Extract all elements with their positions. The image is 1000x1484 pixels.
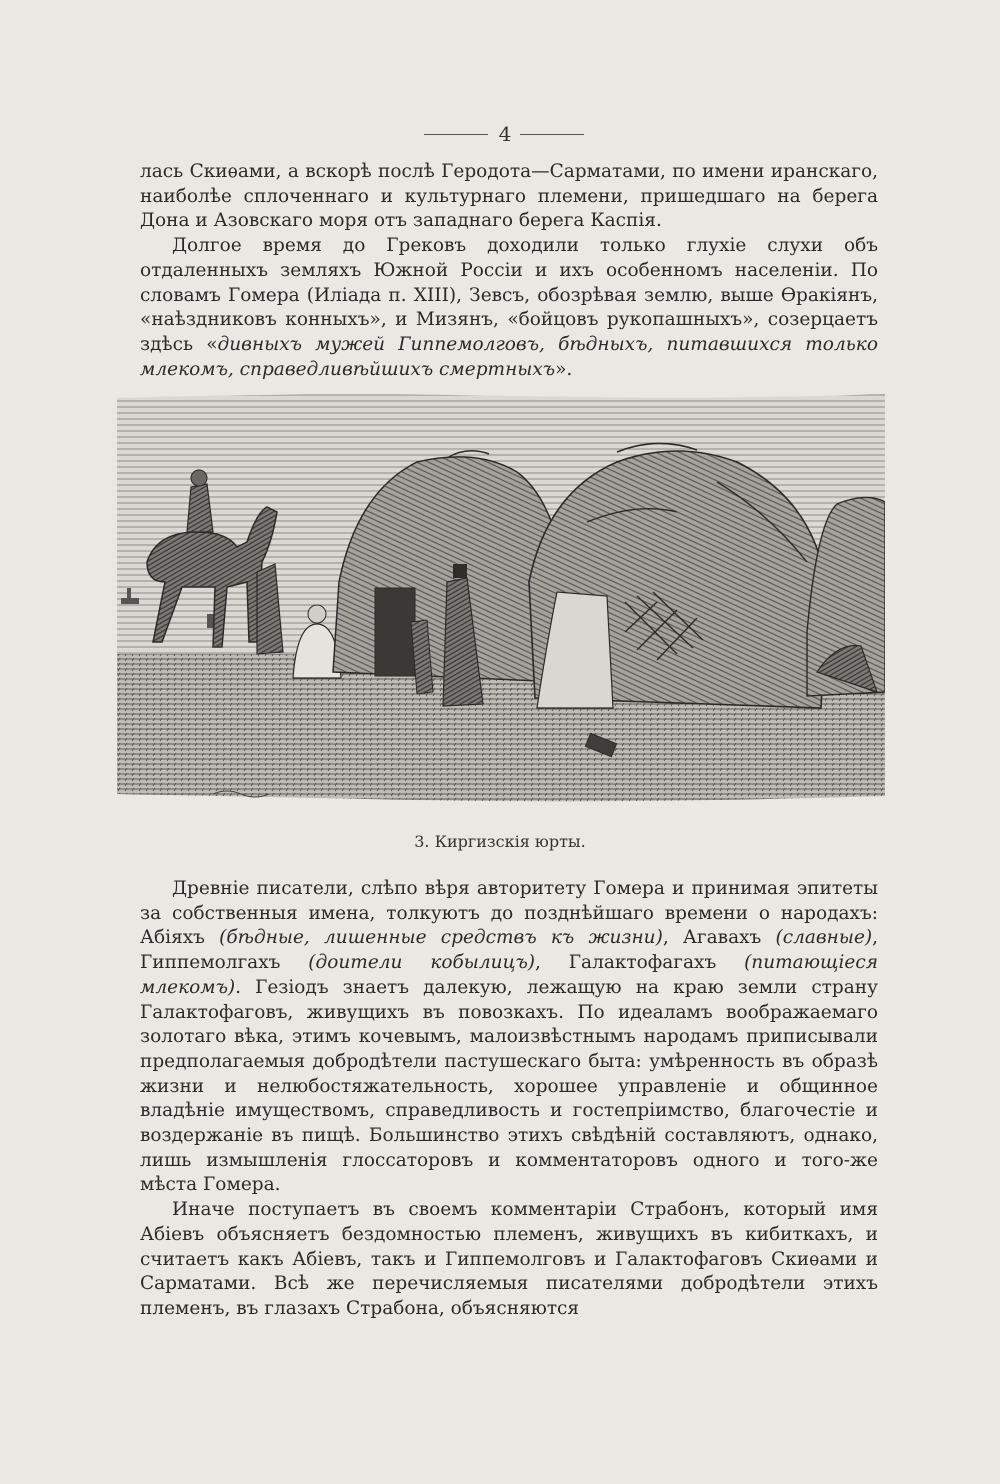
page-number: 4 [498, 122, 512, 146]
homer-quote-italic: дивныхъ мужей Гиппемолговъ, бѣдныхъ, питавшихся только млекомъ, справедливѣйшихъ смертныхъ [140, 333, 878, 380]
yurts-illustration [117, 392, 885, 804]
hippemolgi-gloss-italic: (доители кобылицъ) [308, 952, 536, 974]
figure-caption: 3. Киргизскія юрты. [414, 832, 586, 851]
agavi-gloss-italic: (славные) [775, 927, 873, 949]
paragraph-ancient-writers [140, 877, 878, 1198]
ancient-writers-text-e: . Гезіодъ знаетъ далекую, лежащую на краю земли страну Галактофаговъ, живущихъ въ повозкахъ. По идеаламъ воображаемаго золотаго вѣка, этимъ кочевымъ, малоизвѣстнымъ народамъ приписывали предполагаемыя добродѣтели пастушескаго быта: умѣренность въ образѣ жизни и нелюбостяжательность, хорошее управленіе и общинное владѣніе имуществомъ, справедливость и гостепріимство, благочестіе и воздержаніе въ пищѣ. Большинство этихъ свѣдѣній составляютъ, однако, лишь измышленія глоссаторовъ и комментаторовъ одного и того-же мѣста Гомера. [140, 976, 878, 1196]
engraving-kirghiz-yurts [117, 392, 885, 804]
abii-gloss-italic: (бѣдные, лишенные средствъ къ жизни) [219, 927, 663, 949]
paragraph-homer-text: Долгое время до Грековъ доходили только глухіе слухи объ отдаленныхъ земляхъ Южной Россіи и ихъ особенномъ населеніи. По словамъ Гомера (Иліада п. XIII), Зевсъ, обозрѣвая землю, выше Ѳракіянъ, «наѣздниковъ конныхъ», и Мизянъ, «бойцовъ рукопашныхъ», созерцаетъ здѣсь « [140, 235, 878, 355]
text-block-top [140, 160, 878, 382]
header-rule-left [424, 134, 488, 135]
galactophagi-gloss-italic: (питающіеся млекомъ) [140, 952, 878, 998]
paragraph-homer-end: ». [555, 358, 573, 380]
text-block-bottom [140, 877, 878, 1322]
paragraph-homer [140, 234, 878, 382]
ancient-writers-text-c: , Гиппемолгахъ [140, 927, 878, 974]
ancient-writers-text-d: , Галактофагахъ [535, 952, 745, 974]
header-rule-right [520, 134, 584, 135]
paragraph-strabo: Иначе поступаетъ въ своемъ комментаріи Страбонъ, который имя Абіевъ объясняетъ бездомностью племенъ, живущихъ въ кибиткахъ, и считаетъ какъ Абіевъ, такъ и Гиппемолговъ и Галактофаговъ Скиѳами и Сарматами. Всѣ же перечисляемыя писателями добродѣтели этихъ племенъ, въ глазахъ Страбона, объясняются [140, 1199, 878, 1319]
ancient-writers-text-b: , Агавахъ [662, 927, 776, 949]
page-header [0, 122, 1000, 148]
ancient-writers-text-a: Древніе писатели, слѣпо вѣря авторитету Гомера и принимая эпитеты за собственныя имена, толкуютъ до позднѣйшаго времени о народахъ: Абіяхъ [140, 878, 878, 949]
paragraph-continued: лась Скиѳами, а вскорѣ послѣ Геродота—Сарматами, по имени иранскаго, наиболѣе сплоченнаго и культурнаго племени, пришедшаго на берега Дона и Азовскаго моря отъ западнаго берега Каспія. [140, 161, 878, 232]
